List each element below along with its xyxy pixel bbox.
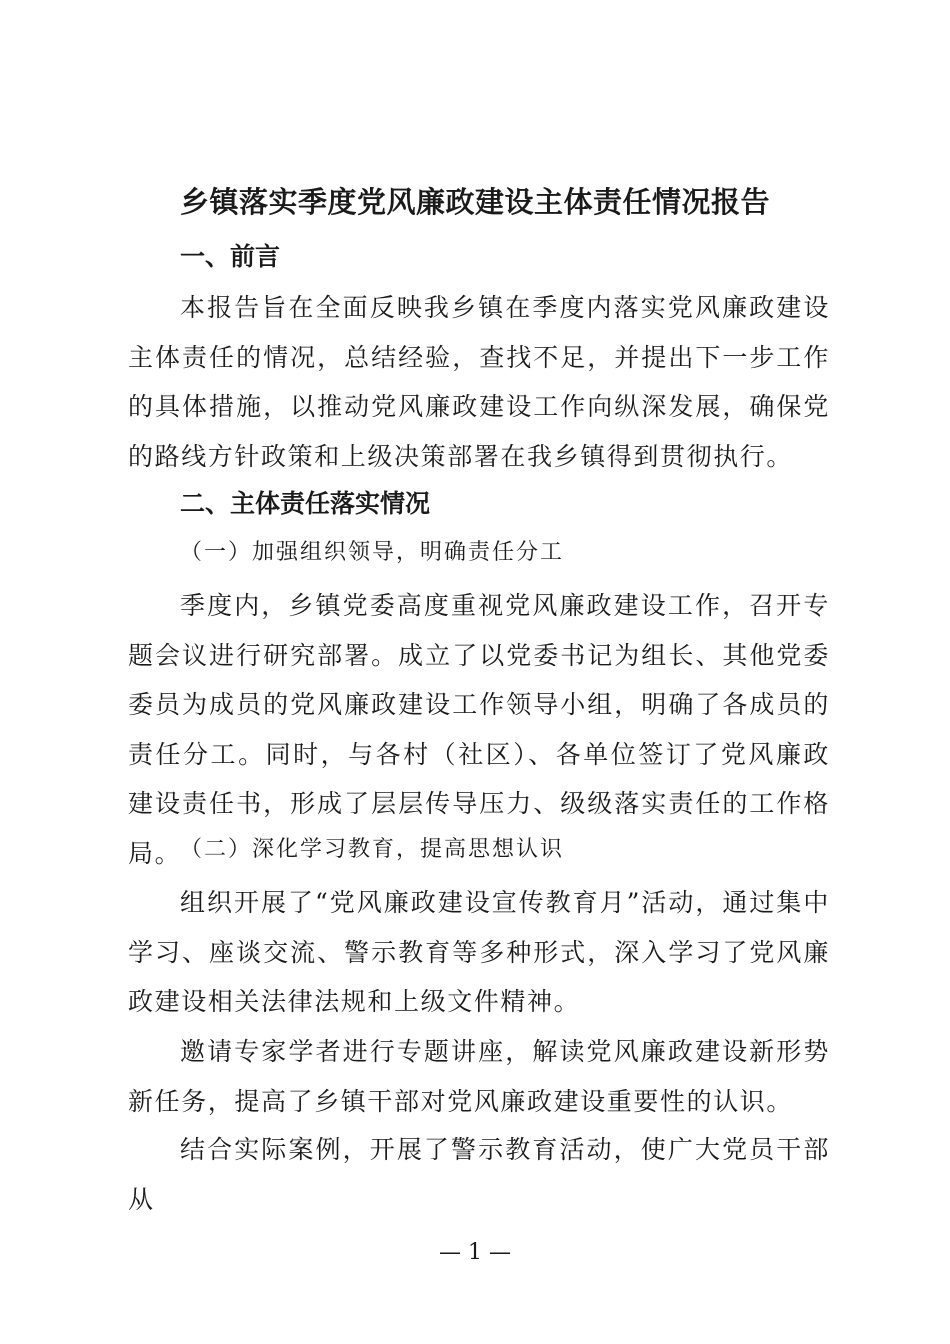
page-number: — 1 — — [439, 1240, 511, 1265]
subsection-heading-organization: （一）加强组织领导，明确责任分工 — [180, 540, 565, 565]
paragraph-preface: 本报告旨在全面反映我乡镇在季度内落实党风廉政建设主体责任的情况，总结经验，查找不足，并提出下一步工作的具体措施，以推动党风廉政建设工作向纵深发展，确保党的路线方针政策和上级决策部署在我乡镇得到贯彻执行。 — [128, 293, 830, 471]
subsection-heading-education: （二）深化学习教育，提高思想认识 — [180, 837, 565, 862]
paragraph-organization: 季度内，乡镇党委高度重视党风廉政建设工作，召开专题会议进行研究部署。成立了以党委书记为组长、其他党委委员为成员的党风廉政建设工作领导小组，明确了各成员的责任分工。同时，与各村（社区）、各单位签订了党风廉政建设责任书，形成了层层传导压力、级级落实责任的工作格局。 — [128, 591, 830, 868]
section-heading-responsibility: 二、主体责任落实情况 — [180, 489, 431, 518]
section-heading-preface: 一、前言 — [180, 242, 281, 271]
paragraph-education-activity: 组织开展了“党风廉政建设宣传教育月”活动，通过集中学习、座谈交流、警示教育等多种形式，深入学习了党风廉政建设相关法律法规和上级文件精神。 — [128, 888, 830, 1016]
paragraph-education-cases: 结合实际案例，开展了警示教育活动，使广大党员干部从 — [128, 1135, 830, 1214]
document-title: 乡镇落实季度党风廉政建设主体责任情况报告 — [179, 185, 770, 219]
paragraph-education-lecture: 邀请专家学者进行专题讲座，解读党风廉政建设新形势新任务，提高了乡镇干部对党风廉政建设重要性的认识。 — [128, 1037, 830, 1116]
